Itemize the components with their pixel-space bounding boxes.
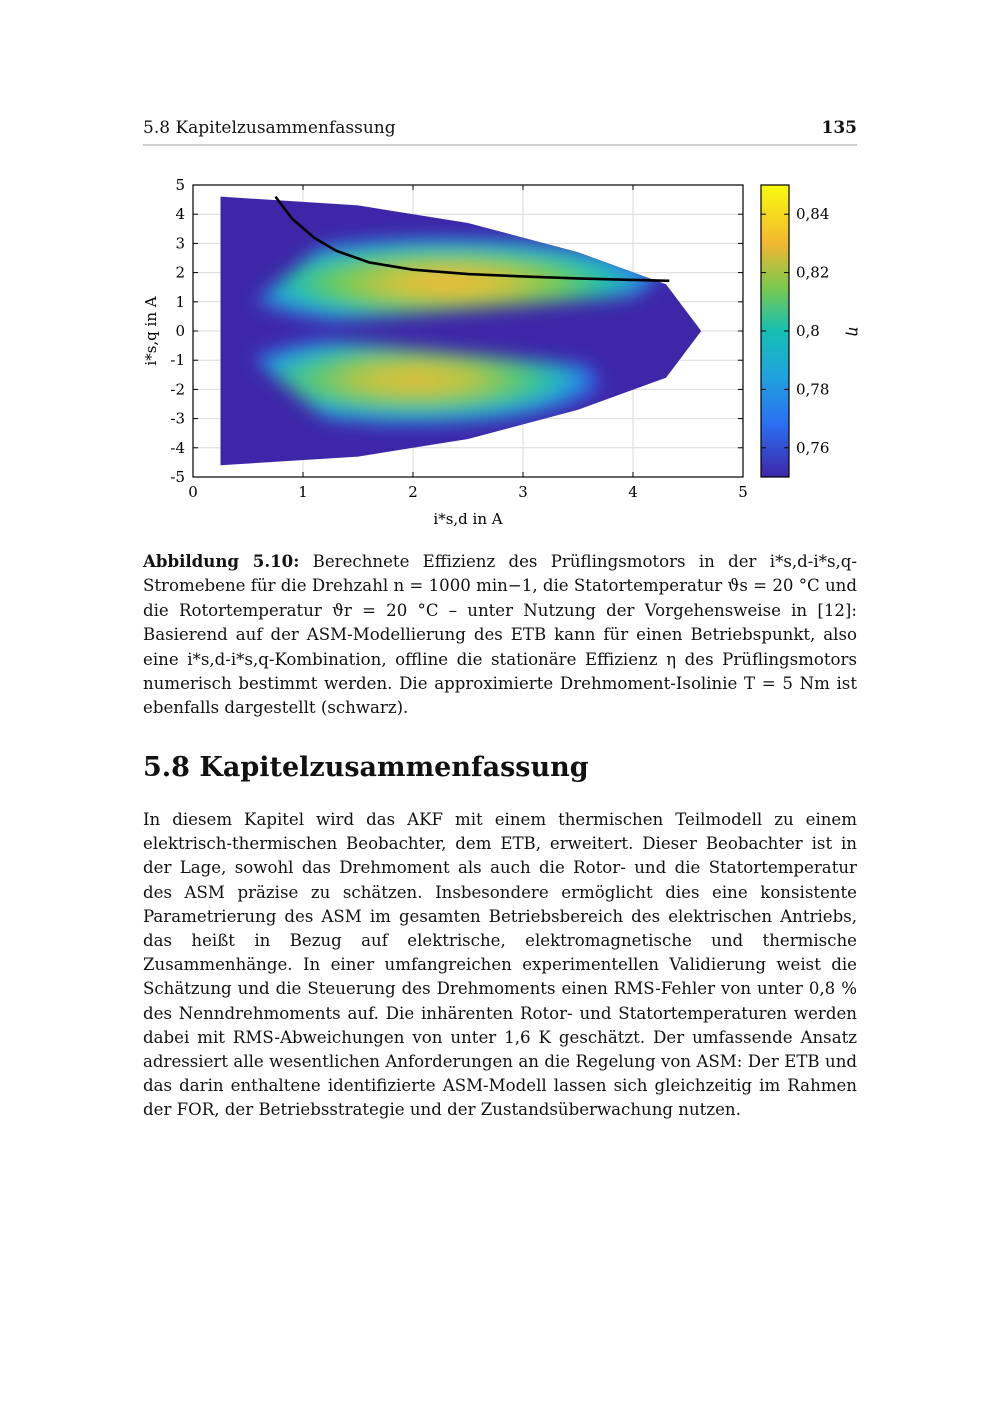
- y-tick-label: -4: [170, 438, 185, 457]
- y-tick-label: -3: [170, 409, 185, 428]
- y-tick-label: 4: [175, 205, 185, 224]
- x-axis-label: i*s,d in A: [433, 510, 503, 528]
- x-tick-label: 5: [738, 483, 748, 501]
- colorbar-label: η: [845, 326, 864, 336]
- y-tick-label: -1: [170, 351, 185, 370]
- x-tick-label: 0: [188, 483, 198, 501]
- colorbar-tick-label: 0,78: [796, 380, 830, 399]
- y-tick-label: 2: [175, 263, 185, 282]
- colorbar-tick-label: 0,8: [796, 322, 820, 340]
- y-tick-label: 5: [175, 176, 185, 194]
- running-head: [143, 118, 857, 146]
- y-tick-label: 1: [175, 292, 185, 311]
- y-tick-label: 0: [175, 322, 185, 340]
- caption-text: Berechnete Effizienz des Prüflingsmotors in der i*s,d-i*s,q-Stromebene für die Drehzahl n = 1000 min−1, die Statortemperatur ϑs = 20 °C und die Rotortemperatur ϑr = 20 °C – unter Nutzung der Vorgehensweise in [12]: Basierend auf der ASM-Modellierung des ETB kann für einen Betriebspunkt, also eine i*s,d-i*s,q-Kombination, offline die stationäre Effizienz η des Prüflingsmotors numerisch bestimmt werden. Die approximierte Drehmoment-Isolinie T = 5 Nm ist ebenfalls dargestellt (schwarz).: [143, 552, 858, 718]
- x-tick-label: 4: [628, 483, 638, 501]
- y-tick-label: 3: [175, 234, 185, 253]
- colorbar-tick-label: 0,84: [796, 205, 830, 224]
- x-tick-label: 2: [408, 483, 418, 501]
- figure-caption: [143, 549, 857, 721]
- caption-label: Abbildung 5.10:: [143, 551, 300, 571]
- running-head-section: 5.8 Kapitelzusammenfassung: [143, 118, 396, 138]
- body-paragraph: In diesem Kapitel wird das AKF mit einem thermischen Teilmodell zu einem elektrisch-thermischen Beobachter, dem ETB, erweitert. Dieser Beobachter ist in der Lage, sowohl das Drehmoment als auch die Rotor- und die Statortemperatur des ASM präzise zu schätzen. Insbesondere ermöglicht dies eine konsistente Parametrierung des ASM im gesamten Betriebsbereich des elektrischen Antriebs, das heißt in Bezug auf elektrische, elektromagnetische und thermische Zusammenhänge. In einer umfangreichen experimentellen Validierung weist die Schätzung und die Steuerung des Drehmoments einen RMS-Fehler von unter 0,8 % des Nenndrehmoments auf. Die inhärenten Rotor- und Statortemperaturen werden dabei mit RMS-Abweichungen von unter 1,6 K geschätzt. Der umfassende Ansatz adressiert alle wesentlichen Anforderungen an die Regelung von ASM: Der ETB und das darin enthaltene identifizierte ASM-Modell lassen sich gleichzeitig im Rahmen der FOR, der Betriebsstrategie und der Zustandsüberwachung nutzen.: [143, 810, 857, 1120]
- y-axis-label: i*s,q in A: [142, 296, 160, 366]
- page-number: 135: [821, 118, 857, 138]
- x-tick-label: 1: [298, 483, 308, 501]
- efficiency-figure: [140, 172, 864, 534]
- y-tick-label: -5: [170, 468, 185, 486]
- colorbar-tick-label: 0,82: [796, 263, 830, 282]
- colorbar-tick-label: 0,76: [796, 438, 830, 457]
- section-heading: 5.8 Kapitelzusammenfassung: [143, 752, 589, 783]
- x-tick-label: 3: [518, 483, 528, 501]
- y-tick-label: -2: [170, 380, 185, 399]
